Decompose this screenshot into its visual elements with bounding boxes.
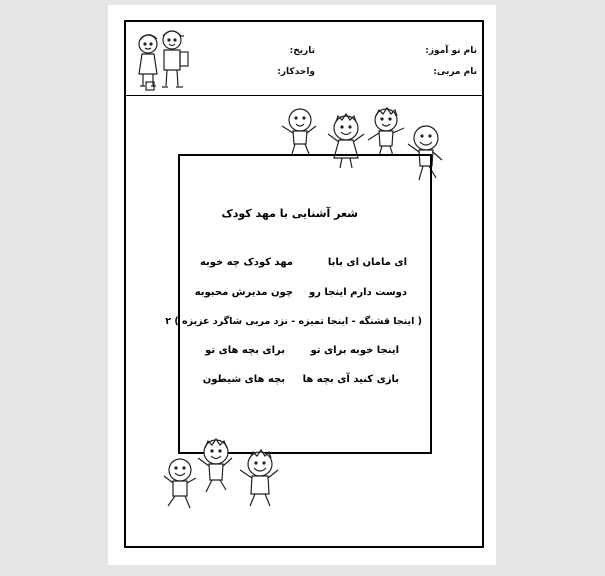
- poem-line-5-left: بچه های شیطون: [202, 374, 285, 385]
- poem-title: شعر آشنایی با مهد کودک: [221, 207, 358, 220]
- poem-line-2-right: دوست دارم اینجا رو: [308, 287, 407, 298]
- teacher-name-label: نام مربی:: [433, 67, 477, 77]
- poem-line-5-right: بازی کنید آی بچه ها: [302, 374, 399, 385]
- header-divider: [126, 95, 482, 96]
- jumping-children-icon: [160, 436, 285, 516]
- poem-line-4-right: اینجا خوبه برای تو: [310, 345, 399, 356]
- poem-line-1-left: مهد کودک چه خوبه: [199, 257, 293, 268]
- poem-panel: [178, 154, 432, 454]
- unit-label: واحدکار:: [277, 67, 315, 77]
- date-label: تاریخ:: [289, 46, 315, 56]
- two-children-icon: [130, 24, 200, 94]
- poem-line-2-left: چون مدیرش محبوبه: [194, 287, 293, 298]
- poem-line-3: ( اینجا قشنگه - اینجا تمیزه - نزد مربی شاگرد عزیزه ) ۲: [165, 316, 422, 327]
- student-name-label: نام نو آموز:: [425, 46, 477, 56]
- poem-line-4-left: برای بچه های تو: [205, 345, 285, 356]
- poem-line-1-right: ای مامان ای بابا: [327, 257, 407, 268]
